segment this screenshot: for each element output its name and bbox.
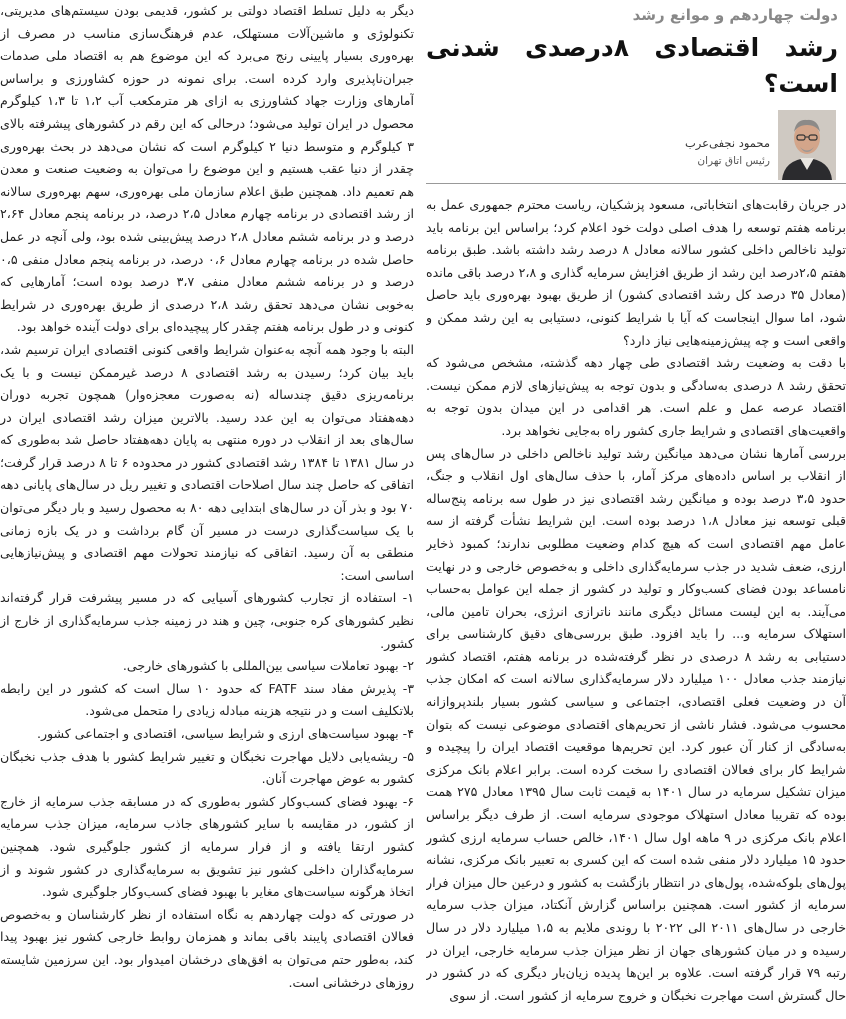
- left-column: [0, 0, 414, 1019]
- right-body: [426, 190, 846, 1007]
- paragraph: البته با وجود همه آنچه به‌عنوان شرایط واقعی کنونی اقتصادی ایران ترسیم شد، باید بیان کرد؛ رسیدن به رشد اقتصادی ۸ درصد غیرممکن نیست و با یک برنامه‌ریزی دقیق چندساله (نه به‌صورت معجزه‌وار) همچون تجربه دوران دهه‌هفتاد می‌توان به این عدد رسید. بالاترین میزان رشد اقتصادی ایران در سال‌های بعد از انقلاب در دوره منتهی به پایان دهه‌هفتاد حاصل شد به‌طوری که در سال ۱۳۸۱ تا ۱۳۸۴ رشد اقتصادی کشور در محدوده ۶ تا ۸ درصد قرار گرفت؛ اتفاقی که حاصل چند سال اصلاحات اقتصادی و تغییر ریل در سال‌های پایانی دهه ۷۰ بود و بذر آن در سال‌های ابتدایی دهه ۸۰ به محصول رسید و بار دیگر می‌توان با یک سیاست‌گذاری درست در مسیر آن گام برداشت و در یک بازه زمانی منطقی به آن رسید. اتفاقی که نیازمند تحولات مهم اقتصادی و پیش‌نیازهایی اساسی است:: [0, 341, 414, 583]
- list-item: ۴- بهبود سیاست‌های ارزی و شرایط سیاسی، اقتصادی و اجتماعی کشور.: [36, 726, 414, 741]
- headline: رشد اقتصادی ۸درصدی شدنی است؟: [426, 33, 838, 98]
- author-photo: [778, 110, 836, 180]
- list-item: ۳- پذیرش مفاد سند FATF که حدود ۱۰ سال است که کشور در این رابطه بلاتکلیف است و در نتیجه هزینه مبادله زیادی را متحمل می‌شود.: [0, 680, 414, 719]
- kicker: دولت چهاردهم و موانع رشد: [632, 6, 838, 24]
- author-block: [426, 108, 846, 190]
- list-item: ۶- بهبود فضای کسب‌وکار کشور به‌طوری که در مسابقه جذب سرمایه از خارج از کشور، در مقایسه با سایر کشورهای جاذب سرمایه، میزان جذب سرمایه کشور ارتقا یافته و از فرار سرمایه از کشور جلوگیری شود. همچنین سرمایه‌گذاران داخلی کشور نیز تشویق به سرمایه‌گذاری در کشور شوند و از اتخاذ هرگونه سیاست‌های مغایر با بهبود فضای کسب‌وکار جلوگیری شود.: [0, 793, 414, 900]
- paragraph: در جریان رقابت‌های انتخاباتی، مسعود پزشکیان، ریاست محترم جمهوری عمل به برنامه هفتم توسعه را هدف اصلی دولت خود اعلام کرد؛ براساس این برنامه باید تولید ناخالص داخلی کشور سالانه معادل ۸ درصد رشد داشته باشد. طبق برنامه هفتم ۲،۵درصد این رشد از طریق افزایش سرمایه گذاری و ۲،۸ درصد باقی مانده (معادل ۳۵ درصد کل رشد اقتصادی کشور) از طریق بهبود بهره‌وری باید حاصل شود، اما سوال اینجاست که آیا با شرایط کنونی، دستیابی به این رشد ممکن و واقعی است و چه پیش‌زمینه‌هایی نیاز دارد؟: [426, 197, 846, 348]
- list-item: ۵- ریشه‌یابی دلایل مهاجرت نخبگان و تغییر شرایط کشور با هدف جذب نخبگان کشور به عوض مهاجرت آنان.: [0, 748, 414, 787]
- author-divider: [426, 183, 846, 184]
- paragraph: دیگر به دلیل تسلط اقتصاد دولتی بر کشور، قدیمی بودن سیستم‌های مدیریتی، تکنولوژی و ماشین‌آلات مستهلک، عدم فرهنگ‌سازی مناسب در مصرف از بهره‌وری بسیار پایینی رنج می‌برد که این موضوع هم به اقتصاد ملی صدمات جبران‌ناپذیری وارد کرده است. برای نمونه در حوزه کشاورزی و براساس آمارهای وزارت جهاد کشاورزی به ازای هر مترمکعب آب ۱،۲ تا ۱،۳ کیلوگرم محصول در ایران تولید می‌شود؛ درحالی که این رقم در کشورهای پیشرفته بالای ۳ کیلوگرم و متوسط دنیا ۲ کیلوگرم است که نشان می‌دهد در بحث بهره‌وری چقدر از دنیا عقب هستیم و این موضوع را می‌توان به وضعیت صنعت و معدن هم تعمیم داد. همچنین طبق اعلام سازمان ملی بهره‌وری، سهم بهره‌وری سالانه از رشد اقتصادی در برنامه چهارم معادل ۲،۵ درصد، در برنامه پنجم معادل ۲،۶۴ درصد و در برنامه ششم معادل ۲،۸ درصد پیش‌بینی شده بود، ولی آنچه در عمل حاصل شده در برنامه چهارم معادل ۰،۶ درصد، در برنامه پنجم معادل منفی ۰،۵ درصد و در برنامه ششم معادل منفی ۳،۷ درصد بوده است؛ آمارهایی که به‌خوبی نشان می‌دهد تحقق رشد ۲،۸ درصدی از طریق بهره‌وری در شرایط کنونی و در طول برنامه هفتم چقدر کار پیچیده‌ای برای دولت آینده خواهد بود.: [0, 3, 414, 335]
- paragraph: بررسی آمارها نشان می‌دهد میانگین رشد تولید ناخالص داخلی در سال‌های پس از انقلاب بر اساس داده‌های مرکز آمار، با حذف سال‌های اول انقلاب و جنگ، حدود ۳،۵ درصد بوده و میانگین رشد اقتصادی نیز در طول سه برنامه پنج‌ساله قبلی توسعه نیز معادل ۱،۸ درصد بوده است. این شرایط نشأت گرفته از سه عامل مهم اقتصادی است که هیچ کدام وضعیت مطلوبی ندارند؛ کمبود ذخایر ارزی، ضعف شدید در جذب سرمایه‌گذاری داخلی و به‌خصوص خارجی و در نهایت نامساعد بودن فضای کسب‌وکار و تولید در کشور از جمله این عوامل به‌حساب می‌آیند. به این لیست مسائل دیگری مانند ناترازی انرژی، بحران تامین مالی، استهلاک سرمایه و... را باید افزود. طبق بررسی‌های دقیق کارشناسی برای دستیابی به رشد ۸ درصدی در نظر گرفته‌شده در برنامه هفتم، اقتصاد کشور نیازمند جذب معادل ۱۰۰ میلیارد دلار سرمایه‌گذاری سالانه است که امکان جذب آن در وضعیت فعلی اقتصادی، اجتماعی و سیاسی کشور بسیار بلندپروازانه محسوب می‌شود. فشار ناشی از تحریم‌های اقتصادی موضوعی نیست که بتوان به‌سادگی از کنار آن عبور کرد. این تحریم‌ها موقعیت اقتصاد ایران را پیچیده و شرایط کار برای فعالان اقتصادی را سخت کرده است. برابر اعلام بانک مرکزی میزان تشکیل سرمایه در سال ۱۴۰۱ به قیمت ثابت سال ۱۳۹۵ معادل ۲۷۵ همت بوده که تقریبا معادل استهلاک موجودی سرمایه است. از طرف دیگر براساس اعلام بانک مرکزی در ۹ ماهه اول سال ۱۴۰۱، خالص حساب سرمایه ارزی کشور حدود ۱۵ میلیارد دلار منفی شده است که این کسری به تعبیر بانک مرکزی، نشانه پول‌های بلوکه‌شده، پول‌های در انتظار بازگشت به کشور و درعین حال میزان فرار سرمایه از کشور است. همچنین براساس گزارش آنکتاد، میزان جذب سرمایه خارجی در سال‌های ۲۰۱۱ الی ۲۰۲۲ با روندی ملایم به ۱،۵ میلیارد دلار در سال رسیده و در میان کشورهای جهان از نظر میزان جذب سرمایه خارجی، ایران در رتبه ۷۹ قرار گرفته است. علاوه بر این‌ها پدیده زیان‌بار دیگری که در کشور در حال گسترش است مهاجرت نخبگان و خروج سرمایه از کشور است. از سوی: [426, 445, 846, 1003]
- list-item: ۲- بهبود تعاملات سیاسی بین‌المللی با کشورهای خارجی.: [122, 658, 414, 674]
- list-item: ۱- استفاده از تجارب کشورهای آسیایی که در مسیر پیشرفت قرار گرفته‌اند نظیر کشورهای کره جنوبی، چین و هند در زمینه جذب سرمایه‌گذاری از خارج از کشور.: [0, 590, 414, 651]
- author-name: محمود نجفی‌عرب: [684, 136, 770, 150]
- paragraph: با دقت به وضعیت رشد اقتصادی طی چهار دهه گذشته، مشخص می‌شود که تحقق رشد ۸ درصدی به‌سادگی و بدون توجه به پیش‌نیازهای لازم ممکن نیست. اقتصاد عرصه عمل و علم است. هر اقدامی در این میدان بدون توجه به واقعیت‌های اقتصادی و شرایط جاری کشور راه به‌جایی نخواهد برد.: [426, 355, 846, 438]
- author-title: رئیس اتاق تهران: [697, 155, 770, 167]
- author-info: [685, 134, 770, 170]
- paragraph: در صورتی که دولت چهاردهم به نگاه استفاده از نظر کارشناسان و به‌خصوص فعالان اقتصادی پایبند باقی بماند و همزمان روابط خارجی کشور نیز بهبود پیدا کند، به‌طور حتم می‌توان به افق‌های درخشان امیدوار بود. این سرزمین شایسته روزهای درخشانی است.: [0, 906, 414, 990]
- author-portrait-icon: [778, 110, 836, 180]
- right-column: [426, 0, 846, 1019]
